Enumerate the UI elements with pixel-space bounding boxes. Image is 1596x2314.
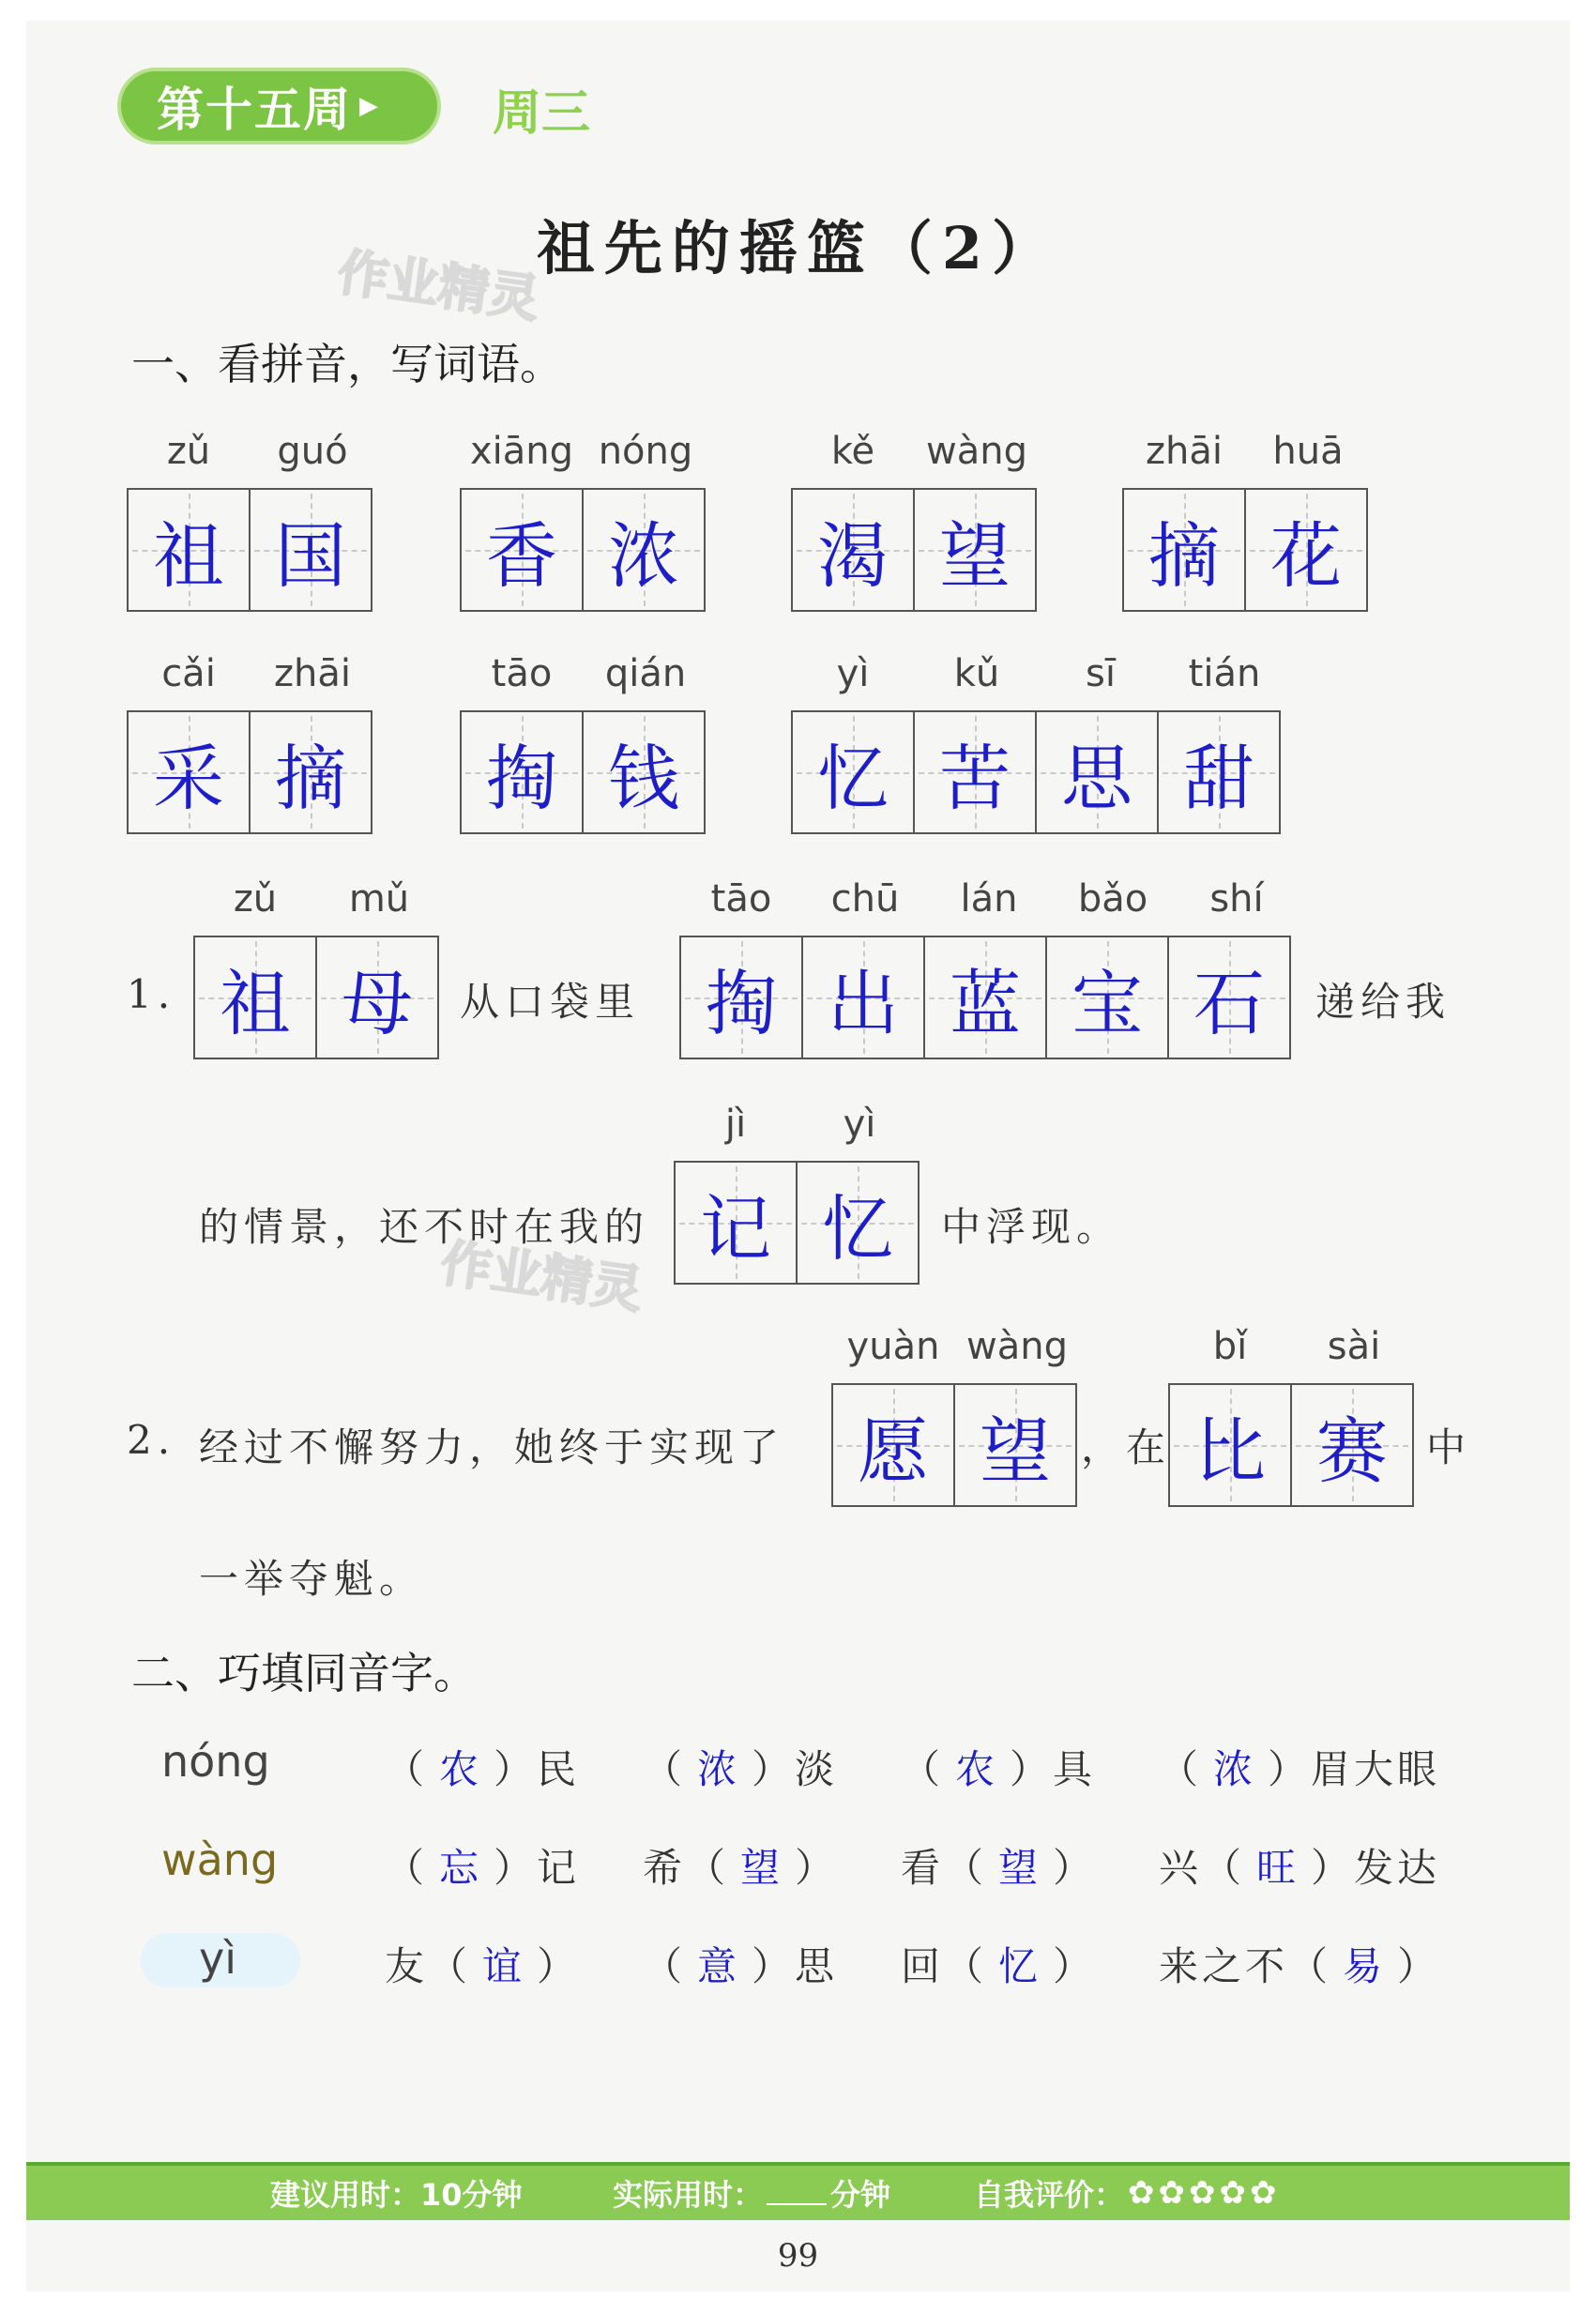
char-cell: 出 — [801, 936, 925, 1059]
word-box — [674, 1103, 921, 1285]
sentence2-number: 2. — [127, 1417, 176, 1463]
pinyin: zǔ — [233, 877, 278, 921]
char-cell: 钱 — [582, 710, 706, 834]
word-box — [127, 430, 374, 612]
page-title: 祖先的摇篮（2） — [536, 214, 1060, 282]
arrow-right-icon: ▶ — [359, 92, 380, 120]
char-cell: 祖 — [193, 936, 317, 1059]
pinyin: tián — [1188, 652, 1261, 695]
sentence-text: 的情景，还不时在我的 — [199, 1204, 650, 1250]
pinyin: yì — [836, 652, 870, 695]
char-cell: 渴 — [791, 488, 915, 612]
char-cell: 摘 — [249, 710, 372, 834]
pinyin: sài — [1327, 1325, 1381, 1368]
char-cell: 愿 — [831, 1383, 955, 1507]
time-blank — [767, 2177, 827, 2205]
week-label: 第十五周 — [157, 83, 352, 137]
char-cell: 忆 — [796, 1161, 920, 1285]
word-box — [791, 652, 1286, 834]
homophone-pinyin: yì — [199, 1933, 237, 1984]
word-box — [460, 652, 707, 834]
pinyin: sī — [1086, 652, 1116, 695]
pinyin: huā — [1272, 430, 1344, 473]
fill-blank: 友（ 谊 ） — [385, 1943, 581, 1989]
char-cell: 香 — [460, 488, 584, 612]
pinyin: wàng — [966, 1325, 1068, 1368]
weekday-label: 周三 — [493, 85, 591, 142]
pinyin: chū — [830, 877, 900, 921]
watermark: 作业精灵 — [437, 1233, 646, 1320]
sentence-text: 递给我 — [1315, 979, 1452, 1025]
sentence1-number: 1. — [127, 971, 176, 1017]
sentence-text: 从口袋里 — [460, 979, 641, 1025]
pinyin: tāo — [491, 652, 553, 695]
page-number: 99 — [777, 2237, 819, 2275]
char-cell: 宝 — [1045, 936, 1169, 1059]
flower-icon: ✿ — [1250, 2174, 1277, 2212]
word-box — [791, 430, 1039, 612]
pinyin: bǎo — [1077, 877, 1148, 921]
char-cell: 母 — [315, 936, 439, 1059]
pinyin: kě — [830, 430, 875, 473]
flower-icon: ✿ — [1158, 2174, 1186, 2212]
pinyin: zhāi — [274, 652, 351, 695]
section2-heading: 二、巧填同音字。 — [131, 1648, 477, 1698]
pinyin: cǎi — [161, 652, 216, 695]
word-box — [831, 1325, 1079, 1507]
section1-heading: 一、看拼音，写词语。 — [131, 339, 563, 389]
pinyin: guó — [277, 430, 348, 473]
homophone-pinyin: wàng — [161, 1834, 279, 1885]
fill-blank: 兴（ 旺 ）发达 — [1159, 1845, 1441, 1891]
char-cell: 祖 — [127, 488, 251, 612]
flower-icon: ✿ — [1219, 2174, 1247, 2212]
sentence-text: 中 — [1426, 1424, 1472, 1470]
fill-blank: （ 意 ）思 — [643, 1943, 839, 1989]
pinyin: yuàn — [846, 1325, 940, 1368]
word-box — [679, 877, 1299, 1059]
sentence-text: 经过不懈努力，她终于实现了 — [199, 1424, 785, 1470]
self-evaluation: 自我评价： ✿ ✿ ✿ ✿ ✿ — [974, 2174, 1277, 2213]
char-cell: 掏 — [679, 936, 803, 1059]
pinyin: lán — [960, 877, 1018, 921]
word-box — [460, 430, 707, 612]
sentence-text: ，在 — [1081, 1424, 1172, 1470]
char-cell: 思 — [1035, 710, 1159, 834]
char-cell: 望 — [953, 1383, 1077, 1507]
pinyin: xiāng — [469, 430, 574, 473]
char-cell: 苦 — [913, 710, 1037, 834]
watermark: 作业精灵 — [334, 242, 543, 329]
pinyin: nóng — [598, 430, 693, 473]
word-box — [1168, 1325, 1416, 1507]
flower-icon: ✿ — [1128, 2174, 1155, 2212]
char-cell: 国 — [249, 488, 372, 612]
pinyin: zhāi — [1146, 430, 1223, 473]
fill-blank: （ 农 ）民 — [385, 1746, 581, 1792]
char-cell: 花 — [1244, 488, 1368, 612]
char-cell: 摘 — [1122, 488, 1246, 612]
word-box — [127, 652, 374, 834]
homophone-pinyin: nóng — [161, 1736, 270, 1787]
fill-blank: 来之不（ 易 ） — [1159, 1943, 1441, 1989]
fill-blank: （ 浓 ）眉大眼 — [1159, 1746, 1441, 1792]
pinyin: qián — [604, 652, 687, 695]
word-box — [193, 877, 441, 1059]
pinyin: shí — [1209, 877, 1264, 921]
fill-blank: （ 农 ）具 — [901, 1746, 1097, 1792]
pinyin: tāo — [710, 877, 772, 921]
char-cell: 赛 — [1290, 1383, 1414, 1507]
char-cell: 掏 — [460, 710, 584, 834]
char-cell: 记 — [674, 1161, 798, 1285]
fill-blank: （ 忘 ）记 — [385, 1845, 581, 1891]
fill-blank: 看（ 望 ） — [901, 1845, 1097, 1891]
flower-rating — [1124, 2174, 1277, 2212]
char-cell: 望 — [913, 488, 1037, 612]
pinyin: jì — [724, 1103, 747, 1146]
char-cell: 忆 — [791, 710, 915, 834]
char-cell: 采 — [127, 710, 251, 834]
pinyin: zǔ — [166, 430, 211, 473]
char-cell: 石 — [1167, 936, 1291, 1059]
actual-time: 实际用时： 分钟 — [613, 2177, 891, 2213]
pinyin: bǐ — [1212, 1325, 1248, 1368]
week-badge — [117, 68, 441, 145]
suggested-time: 建议用时：10分钟 — [270, 2177, 523, 2213]
fill-blank: （ 浓 ）淡 — [643, 1746, 839, 1792]
footer-bar — [26, 2162, 1570, 2220]
pinyin: kǔ — [953, 652, 1000, 695]
fill-blank: 回（ 忆 ） — [901, 1943, 1097, 1989]
char-cell: 比 — [1168, 1383, 1292, 1507]
fill-blank: 希（ 望 ） — [643, 1845, 839, 1891]
char-cell: 蓝 — [923, 936, 1047, 1059]
sentence-text: 一举夺魁。 — [199, 1556, 425, 1602]
word-box — [1122, 430, 1370, 612]
char-cell: 甜 — [1157, 710, 1281, 834]
flower-icon: ✿ — [1189, 2174, 1216, 2212]
pinyin: wàng — [926, 430, 1027, 473]
pinyin: yì — [843, 1103, 876, 1146]
pinyin: mǔ — [348, 877, 410, 921]
sentence-text: 中浮现。 — [941, 1204, 1122, 1250]
char-cell: 浓 — [582, 488, 706, 612]
